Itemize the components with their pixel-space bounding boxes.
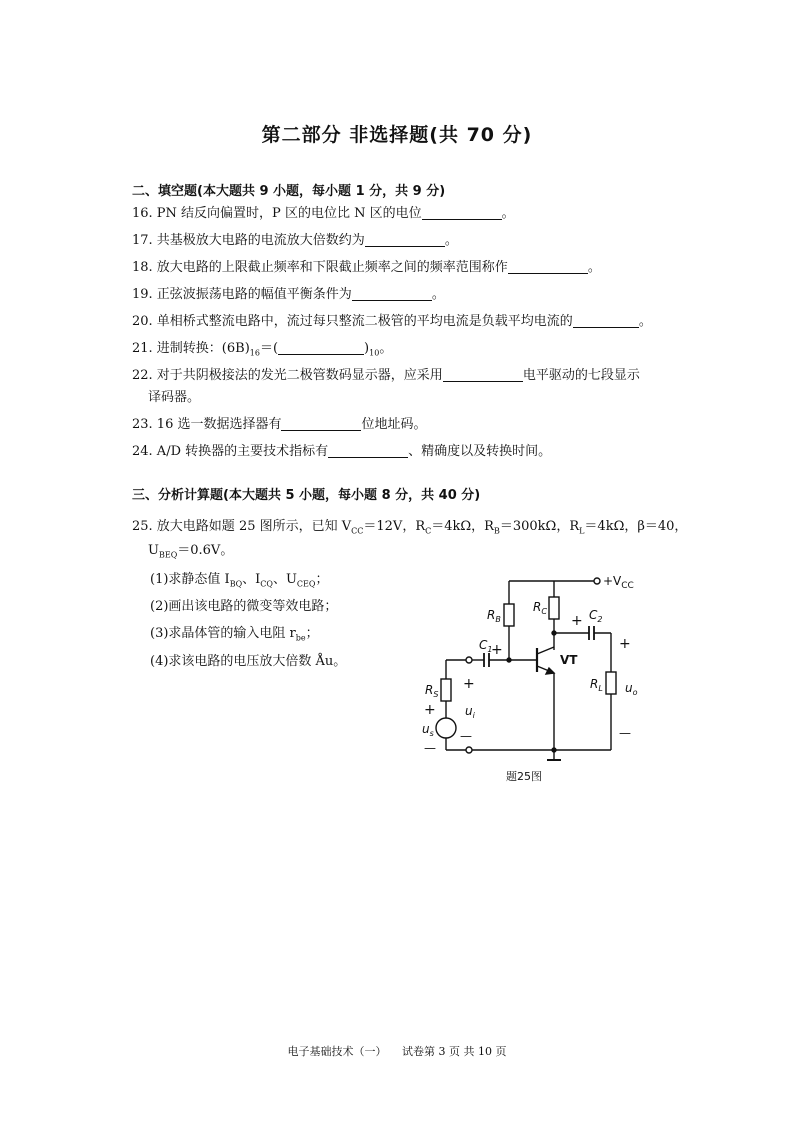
q21-text: 21. 进制转换：(6B) — [132, 341, 250, 356]
q25-sub1-icq: CQ — [260, 579, 273, 589]
q25-rb-sub: B — [493, 526, 500, 536]
q21-base-16: 16 — [249, 348, 260, 358]
label-c2: $C_2$ — [589, 608, 603, 624]
q25-sub-1 — [150, 571, 328, 594]
q20-tail: 。 — [638, 314, 652, 329]
label-us: $u_s$ — [422, 722, 434, 738]
out-minus: — — [619, 726, 631, 740]
q25-sub1-f: ； — [315, 572, 329, 587]
question-24 — [132, 443, 551, 461]
question-17 — [132, 232, 458, 250]
q25-vcc-sub: CC — [351, 526, 364, 536]
q25-text-d: ＝300kΩ，R — [499, 519, 580, 534]
q19-text: 19. 正弦波振荡电路的幅值平衡条件为 — [132, 287, 352, 302]
q18-blank[interactable] — [508, 259, 588, 274]
figure-caption: 题25图 — [506, 770, 542, 783]
q24-text: 24. A/D 转换器的主要技术指标有 — [132, 444, 329, 459]
in-plus: + — [463, 676, 475, 692]
q20-text: 20. 单相桥式整流电路中，流过每只整流二极管的平均电流是负载平均电流的 — [132, 314, 573, 329]
rb-resistor — [504, 604, 514, 626]
q25-sub1-d: 、U — [272, 572, 297, 587]
question-18 — [132, 259, 601, 277]
q24-tail: 、精确度以及转换时间。 — [408, 444, 552, 459]
q16-blank[interactable] — [422, 205, 502, 220]
footer-page: 试卷第 3 页 共 10 页 — [402, 1045, 507, 1058]
us-source — [436, 718, 456, 738]
label-uo: $u_o$ — [625, 681, 638, 697]
footer-subject: 电子基础技术（一） — [287, 1045, 387, 1058]
question-16 — [132, 205, 515, 223]
page-title: 第二部分 非选择题(共 70 分) — [261, 124, 533, 146]
q21-blank[interactable] — [278, 340, 364, 355]
q21-mid: ＝( — [259, 341, 279, 356]
rc-resistor — [549, 597, 559, 619]
q19-blank[interactable] — [352, 286, 432, 301]
q25-sub3-b: ； — [305, 626, 319, 641]
q17-tail: 。 — [444, 233, 458, 248]
q25-sub-3 — [150, 625, 319, 648]
label-rc: $R_C$ — [533, 600, 547, 616]
q18-text: 18. 放大电路的上限截止频率和下限截止频率之间的频率范围称作 — [132, 260, 508, 275]
question-19 — [132, 286, 445, 304]
q25-sub1-a: (1)求静态值 I — [150, 572, 230, 587]
out-plus: + — [619, 636, 631, 652]
q25-sub1-uceq: CEQ — [296, 579, 316, 589]
label-rl: $R_L$ — [590, 677, 603, 693]
q25-sub1-ibq: BQ — [229, 579, 243, 589]
c1-plus: + — [491, 642, 503, 658]
question-20 — [132, 313, 652, 331]
question-22-line2: 译码器。 — [148, 390, 201, 405]
q25-text-a: 25. 放大电路如题 25 图所示，已知 V — [132, 519, 352, 534]
q25-sub1-b: 、I — [242, 572, 261, 587]
rl-resistor — [606, 672, 616, 694]
q21-close: ) — [364, 341, 370, 356]
q23-text: 23. 16 选一数据选择器有 — [132, 417, 282, 432]
label-c1: $C_1$ — [479, 638, 493, 654]
q25-sub3-rbe: be — [295, 633, 306, 643]
q25-ubeq-value: ＝0.6V。 — [177, 543, 234, 558]
q23-tail: 位地址码。 — [361, 417, 427, 432]
label-vcc: $+V_{CC}$ — [603, 574, 634, 591]
q21-base-10: 10 — [369, 348, 380, 358]
question-22 — [132, 367, 640, 385]
q24-blank[interactable] — [328, 443, 408, 458]
source-plus: + — [424, 702, 436, 718]
c2-plus: + — [571, 613, 583, 629]
q25-rc-sub: C — [425, 526, 432, 536]
question-23 — [132, 416, 427, 434]
in-minus: — — [460, 729, 472, 743]
q23-blank[interactable] — [281, 416, 361, 431]
q22-tail: 电平驱动的七段显示 — [522, 368, 640, 383]
q25-sub-4: (4)求该电路的电压放大倍数 Åu。 — [150, 654, 347, 669]
label-rs: $R_S$ — [425, 683, 439, 699]
label-rb: $R_B$ — [487, 608, 501, 624]
section-heading-fill-blank: 二、填空题(本大题共 9 小题，每小题 1 分，共 9 分) — [132, 184, 446, 199]
question-25-line2 — [148, 542, 233, 565]
q25-text-e: ＝4kΩ，β＝40， — [584, 519, 688, 534]
q22-text: 22. 对于共阴极接法的发光二极管数码显示器，应采用 — [132, 368, 443, 383]
q25-ubeq-sub: BEQ — [158, 550, 178, 560]
vcc-terminal — [594, 578, 600, 584]
source-minus: — — [424, 741, 436, 755]
q20-blank[interactable] — [573, 313, 639, 328]
q16-tail: 。 — [501, 206, 515, 221]
page-footer — [0, 1043, 794, 1059]
q17-blank[interactable] — [365, 232, 445, 247]
q19-tail: 。 — [431, 287, 445, 302]
q25-ubeq: U — [148, 543, 159, 558]
q25-text-c: ＝4kΩ，R — [431, 519, 494, 534]
section-heading-analysis: 三、分析计算题(本大题共 5 小题，每小题 8 分，共 40 分) — [132, 488, 481, 503]
question-21 — [132, 340, 392, 363]
q25-sub3-a: (3)求晶体管的输入电阻 r — [150, 626, 296, 641]
q21-tail: 。 — [379, 341, 393, 356]
label-ui: $u_i$ — [465, 704, 475, 720]
rs-resistor — [441, 679, 451, 701]
q16-text: 16. PN 结反向偏置时，P 区的电位比 N 区的电位 — [132, 206, 422, 221]
label-vt: VT — [560, 653, 578, 667]
q18-tail: 。 — [587, 260, 601, 275]
q17-text: 17. 共基极放大电路的电流放大倍数约为 — [132, 233, 365, 248]
q25-sub-2: (2)画出该电路的微变等效电路； — [150, 599, 338, 614]
q22-blank[interactable] — [443, 367, 523, 382]
q25-rl-sub: L — [579, 526, 585, 536]
q25-text-b: ＝12V，R — [363, 519, 426, 534]
question-25-line1 — [132, 518, 687, 541]
